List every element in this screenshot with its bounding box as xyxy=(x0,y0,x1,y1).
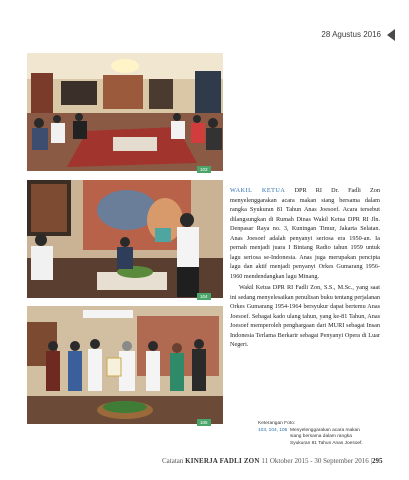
footer-range: 11 Oktober 2015 - 30 September 2016 xyxy=(261,457,369,465)
photo-label-104: 104 xyxy=(197,293,211,300)
footer-separator: | xyxy=(370,457,372,465)
caption-text: Menyelenggarakan acara makan siang bersama dalam rangka Syukuran 81 Tahun Anas Joesoef. xyxy=(290,427,363,446)
article-body xyxy=(230,186,380,352)
article-lead: WAKIL KETUA xyxy=(230,187,286,194)
photo-104 xyxy=(27,180,223,298)
photo-103 xyxy=(27,53,223,171)
footer-title: KINERJA FADLI ZON xyxy=(185,457,260,465)
photo-label-103: 103 xyxy=(197,166,211,173)
page-footer xyxy=(162,457,402,465)
photo-105 xyxy=(27,306,223,424)
caption-numbers: 103, 104, 105 xyxy=(258,427,288,433)
photo-label-105: 105 xyxy=(197,419,211,426)
article-paragraph-1 xyxy=(230,186,380,281)
footer-prefix: Catatan xyxy=(162,457,184,465)
arrow-left-icon xyxy=(387,29,395,41)
page-number: 295 xyxy=(371,457,383,465)
photo-caption xyxy=(258,421,368,446)
caption-title: Keterangan Foto: xyxy=(258,421,296,426)
article-paragraph-1-text: DPR RI Dr. Fadli Zon menyelenggarakan acara makan siang bersama dalam rangka Syukuran 81 Tahun Anas Joesoef. Acara tersebut dilangsungkan di Rumah Dinas Wakil Ketua DPR RI Jln. Denpasar Raya no. 3, Kuningan Timur, Jakarta Selatan. Anas Joesoef adalah penyanyi seriosa era 1950-an. Ia pernah menjadi juara I Bintang Radio tahun 1959 untuk lagu seriosa se-Indonesia. Anas juga merupakan pencipta lagu dan aktif menjadi penyanyi Orkes Gumarang 1956-1960 mendendangkan lagu Minang. xyxy=(230,187,380,280)
date-header: 28 Agustus 2016 xyxy=(321,30,381,39)
article-paragraph-2: Wakil Ketua DPR RI Fadli Zon, S.S., M.Sc., yang saat ini sedang menyelesaikan penulisan buku tentang perjalanan Orkes Gumarang 1954-1964 bersyukur dapat bertemu Anas Joesoef. Sebagai kado ulang tahun, yang ke-81 Tahun, Anas Joesoef memperoleh penghargaan dari MURI sebagai Insan Indonesia Terlama Berkarir sebagai Penyanyi Opera di Luar Negeri. xyxy=(230,284,380,348)
